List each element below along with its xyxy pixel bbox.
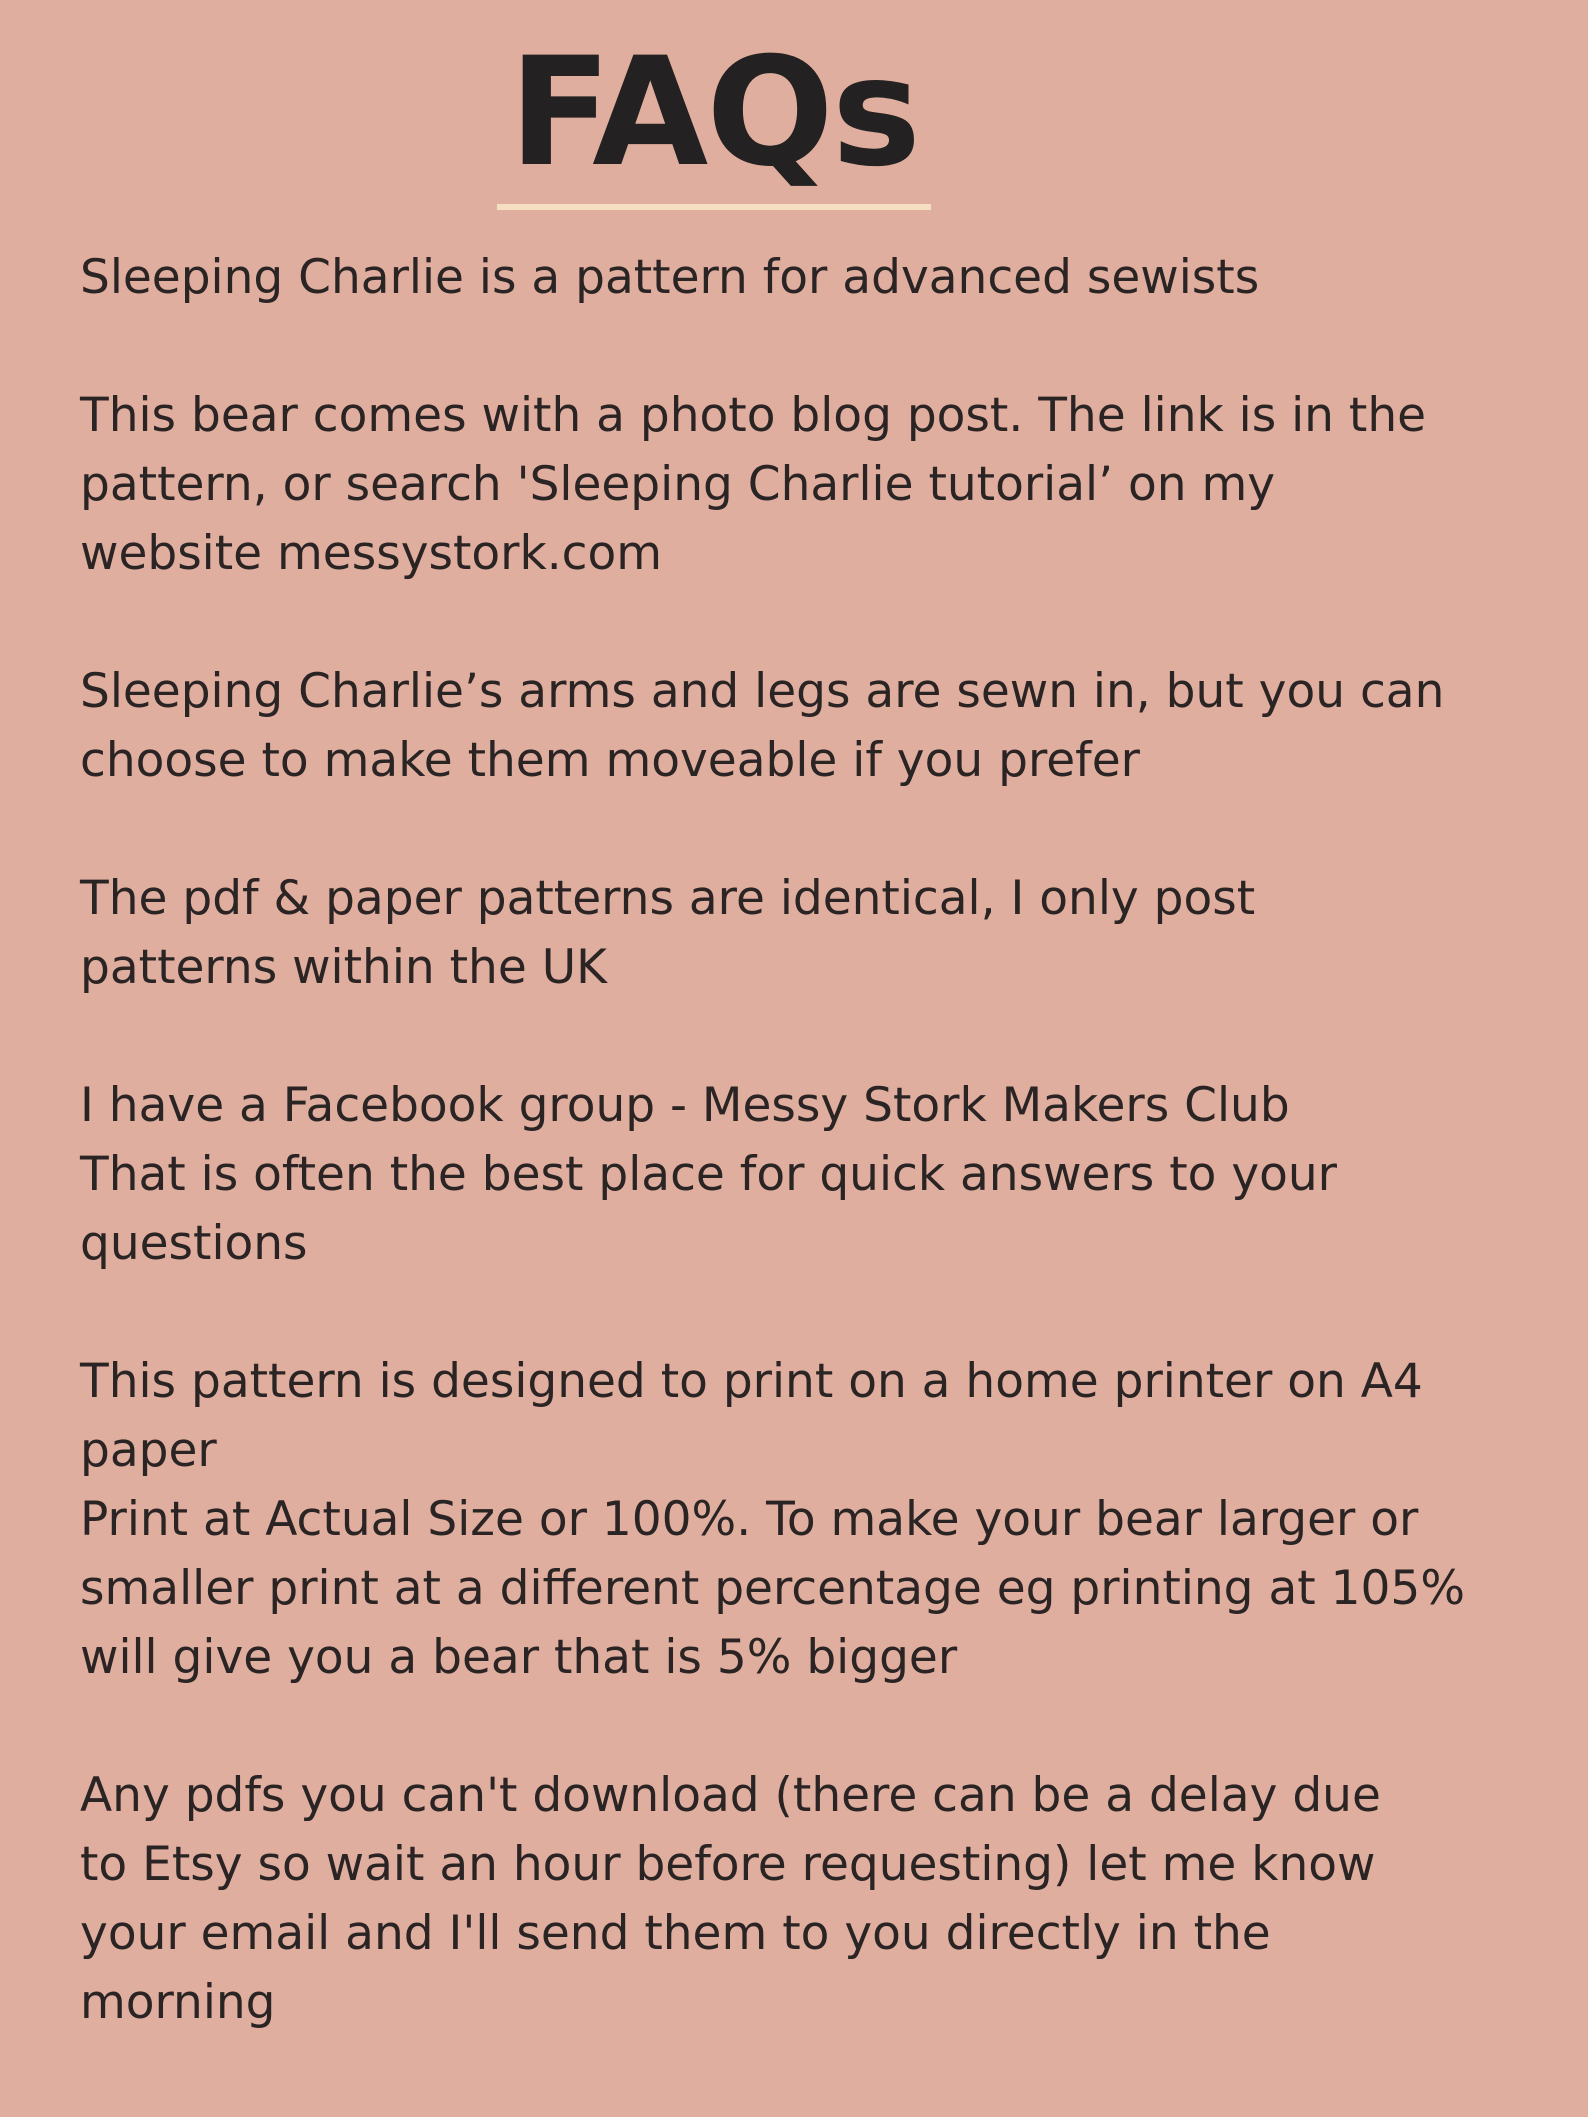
faq-line: Sleeping Charlie’s arms and legs are sewn in, but you can (80, 664, 1445, 719)
faq-item-download-help (80, 1761, 1520, 2037)
title-area (497, 26, 931, 200)
faq-line: This pattern is designed to print on a home printer on A4 (80, 1354, 1423, 1409)
faq-line: will give you a bear that is 5% bigger (80, 1630, 958, 1685)
faq-line: That is often the best place for quick answers to your (80, 1147, 1337, 1202)
faq-line: smaller print at a different percentage eg printing at 105% (80, 1561, 1465, 1616)
faq-line: questions (80, 1216, 308, 1271)
faq-line: Print at Actual Size or 100%. To make your bear larger or (80, 1492, 1419, 1547)
faq-item-printing (80, 1347, 1520, 1692)
faq-item-facebook-group (80, 1071, 1520, 1278)
faq-item-skill-level (80, 243, 1520, 312)
faq-list (80, 243, 1520, 2106)
faq-line: I have a Facebook group - Messy Stork Makers Club (80, 1078, 1290, 1133)
faq-line: Any pdfs you can't download (there can be a delay due (80, 1768, 1381, 1823)
faq-line: This bear comes with a photo blog post. The link is in the (80, 388, 1427, 443)
faq-line: your email and I'll send them to you directly in the (80, 1906, 1271, 1961)
faq-item-limbs (80, 657, 1520, 795)
faq-item-pattern-formats (80, 864, 1520, 1002)
faq-line: pattern, or search 'Sleeping Charlie tutorial’ on my (80, 457, 1276, 512)
faq-line: paper (80, 1423, 217, 1478)
faq-line: choose to make them moveable if you prefer (80, 733, 1140, 788)
faq-item-tutorial (80, 381, 1520, 588)
title-underline (497, 204, 931, 210)
faq-line: Sleeping Charlie is a pattern for advanced sewists (80, 250, 1260, 305)
faq-line: website messystork.com (80, 526, 663, 581)
faq-line: The pdf & paper patterns are identical, I only post (80, 871, 1256, 926)
faq-line: patterns within the UK (80, 940, 607, 995)
faq-line: morning (80, 1975, 276, 2030)
page-title: FAQs (508, 26, 920, 200)
faq-line: to Etsy so wait an hour before requesting) let me know (80, 1837, 1376, 1892)
